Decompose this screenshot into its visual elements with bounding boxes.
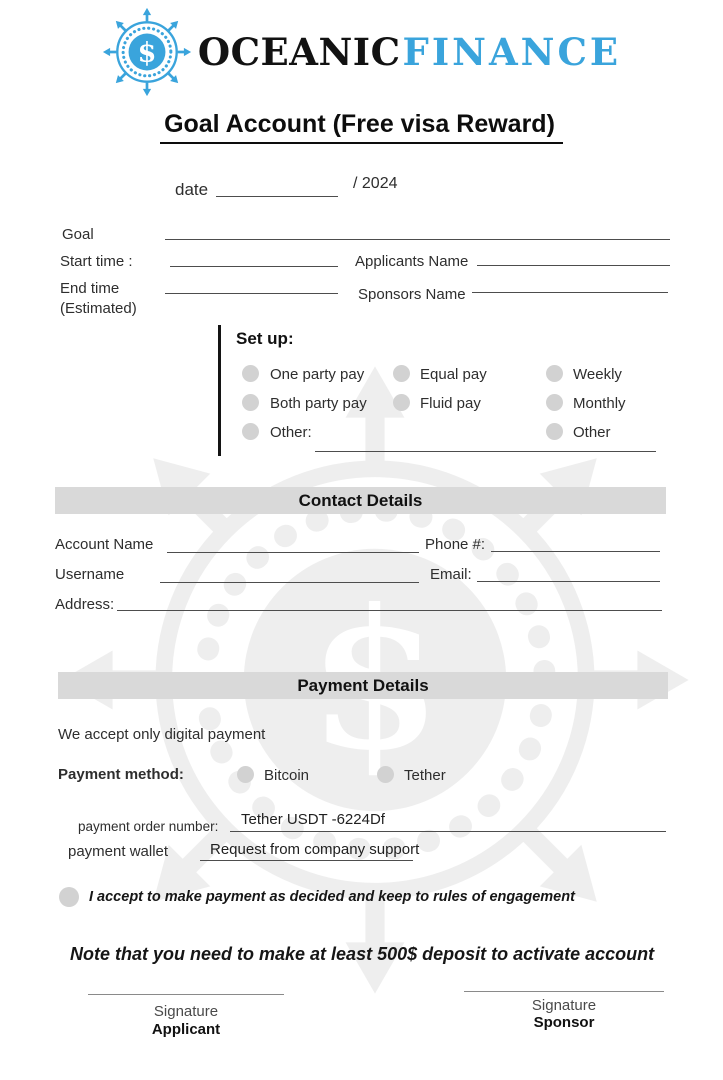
radio-tether[interactable] — [377, 766, 394, 783]
other-left-label: Other: — [270, 424, 312, 441]
brand-name — [198, 30, 621, 74]
setup-heading: Set up: — [236, 329, 294, 348]
both-party-pay-label: Both party pay — [270, 395, 367, 412]
monthly-label: Monthly — [573, 395, 626, 412]
account-name-input-line[interactable] — [167, 552, 419, 553]
payment-method-label: Payment method: — [58, 766, 184, 783]
sponsor-role-label: Sponsor — [533, 1014, 595, 1031]
end-time-label-line1: End time — [60, 280, 120, 297]
sponsor-signature-caption: Signature — [531, 997, 597, 1014]
start-time-label: Start time : — [60, 253, 133, 270]
contact-section-header: Contact Details — [55, 487, 666, 514]
end-time-label-line2: (Estimated) — [60, 300, 137, 317]
agreement-text: I accept to make payment as decided and keep to rules of engagement — [89, 889, 575, 905]
username-label: Username — [55, 566, 125, 583]
payment-wallet-label: payment wallet — [68, 843, 169, 860]
email-label: Email: — [430, 566, 472, 583]
other-right-label: Other — [573, 424, 611, 441]
radio-monthly[interactable] — [546, 394, 563, 411]
phone-label: Phone #: — [425, 536, 486, 553]
account-name-label: Account Name — [55, 536, 154, 553]
payment-wallet-input-line[interactable] — [200, 860, 413, 861]
digital-payment-note: We accept only digital payment — [58, 726, 266, 743]
date-label: date — [175, 180, 209, 199]
date-input-line[interactable] — [216, 196, 338, 197]
radio-both-party-pay[interactable] — [242, 394, 259, 411]
year-suffix: / 2024 — [353, 175, 398, 192]
brand-name-secondary: FINANCE — [402, 30, 622, 74]
payment-wallet-value: Request from company support — [210, 841, 420, 858]
dollar-compass-logo-icon — [102, 7, 192, 97]
address-input-line[interactable] — [117, 610, 662, 611]
payment-section-header: Payment Details — [58, 672, 668, 699]
email-input-line[interactable] — [477, 581, 660, 582]
applicant-role-label: Applicant — [151, 1021, 221, 1038]
goal-label: Goal — [62, 226, 94, 243]
setup-other-input-line[interactable] — [315, 451, 656, 452]
radio-bitcoin[interactable] — [237, 766, 254, 783]
payment-order-number-value: Tether USDT -6224Df — [241, 811, 385, 828]
end-time-input-line[interactable] — [165, 293, 338, 294]
sponsor-signature-line[interactable] — [464, 991, 664, 992]
tether-label: Tether — [404, 767, 446, 784]
setup-section — [218, 325, 673, 456]
deposit-note: Note that you need to make at least 500$ deposit to activate account — [70, 944, 655, 964]
username-input-line[interactable] — [160, 582, 419, 583]
applicants-name-label: Applicants Name — [355, 253, 469, 270]
phone-input-line[interactable] — [491, 551, 660, 552]
applicant-signature-line[interactable] — [88, 994, 284, 995]
applicants-name-input-line[interactable] — [477, 265, 670, 266]
radio-other-right[interactable] — [546, 423, 563, 440]
radio-fluid-pay[interactable] — [393, 394, 410, 411]
brand-logo — [0, 6, 723, 98]
fluid-pay-label: Fluid pay — [420, 395, 481, 412]
sponsors-name-label: Sponsors Name — [358, 286, 466, 303]
end-time-label — [60, 279, 137, 319]
start-time-input-line[interactable] — [170, 266, 338, 267]
radio-one-party-pay[interactable] — [242, 365, 259, 382]
agreement-checkbox[interactable] — [59, 887, 79, 907]
goal-input-line[interactable] — [165, 239, 670, 240]
brand-name-primary: OCEANIC — [197, 30, 401, 74]
payment-order-number-label: payment order number: — [78, 819, 219, 834]
weekly-label: Weekly — [573, 366, 622, 383]
equal-pay-label: Equal pay — [420, 366, 487, 383]
page-title: Goal Account (Free visa Reward) — [160, 110, 563, 144]
sponsors-name-input-line[interactable] — [472, 292, 668, 293]
bitcoin-label: Bitcoin — [264, 767, 310, 784]
radio-equal-pay[interactable] — [393, 365, 410, 382]
radio-other-left[interactable] — [242, 423, 259, 440]
payment-order-number-input-line[interactable] — [230, 831, 666, 832]
applicant-signature-caption: Signature — [153, 1003, 219, 1020]
page-title-wrap — [0, 110, 723, 144]
address-label: Address: — [55, 596, 115, 613]
radio-weekly[interactable] — [546, 365, 563, 382]
one-party-pay-label: One party pay — [270, 366, 365, 383]
